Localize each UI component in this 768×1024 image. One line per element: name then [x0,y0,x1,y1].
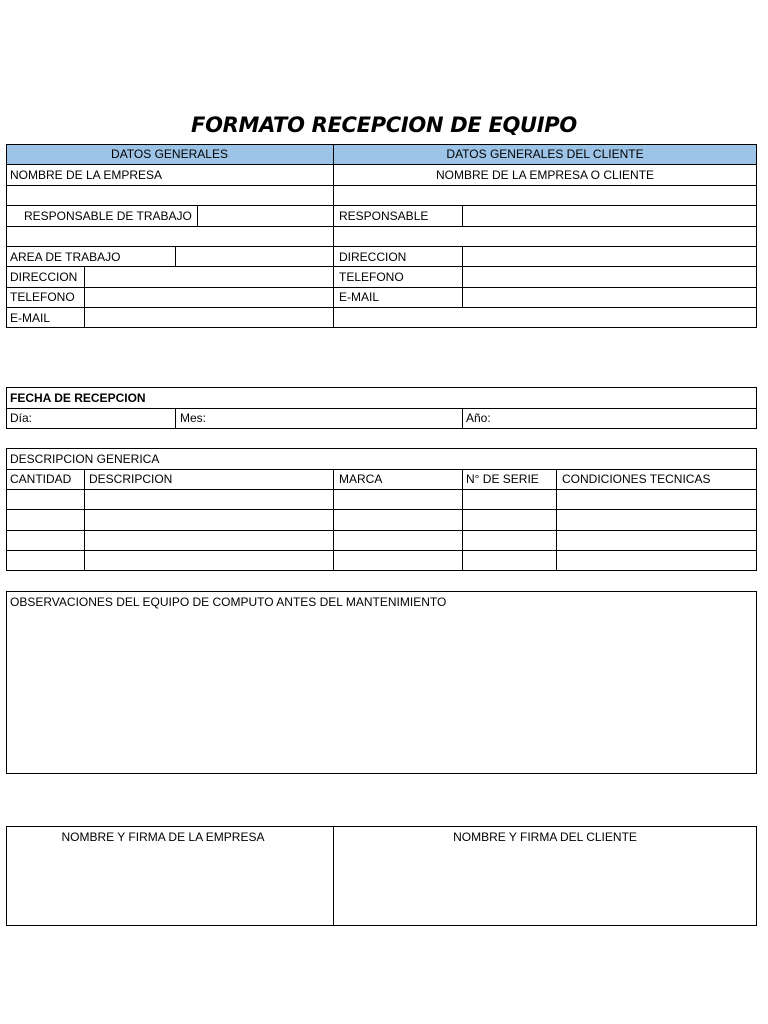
generic-description-label: DESCRIPCION GENERICA [10,452,160,466]
address-label: DIRECCION [10,270,78,284]
address-field[interactable] [85,267,333,287]
phone-field[interactable] [85,288,333,307]
client-email-label: E-MAIL [339,290,380,304]
column-header-serial: N° DE SERIE [466,472,539,486]
day-field[interactable] [40,409,175,428]
observations-label: OBSERVACIONES DEL EQUIPO DE COMPUTO ANTES DEL MANTENIMIENTO [10,595,447,609]
client-signature-label: NOMBRE Y FIRMA DEL CLIENTE [453,830,637,844]
observations-box[interactable] [6,591,757,774]
email-label: E-MAIL [10,311,51,325]
row-line [6,469,757,470]
day-label: Día: [10,411,33,425]
work-area-field[interactable] [176,247,333,266]
client-address-field[interactable] [463,247,756,266]
client-signature-field[interactable] [334,850,756,925]
email-field[interactable] [85,308,333,328]
client-company-field[interactable] [334,186,756,205]
year-label: Año: [466,411,491,425]
company-signature-label: NOMBRE Y FIRMA DE LA EMPRESA [61,830,265,844]
reception-date-label: FECHA DE RECEPCION [10,391,146,405]
table-row[interactable] [7,510,756,530]
client-responsible-field[interactable] [463,206,756,226]
cell-divider [175,408,176,429]
cell-divider [462,408,463,429]
client-email-field[interactable] [463,288,756,307]
column-header-technical-conditions: CONDICIONES TECNICAS [562,472,711,486]
table-row[interactable] [7,531,756,550]
client-phone-label: TELEFONO [339,270,404,284]
phone-label: TELEFONO [10,290,75,304]
work-responsible-field[interactable] [198,206,333,226]
column-header-description: DESCRIPCION [89,472,173,486]
general-header-label: DATOS GENERALES [111,147,228,161]
blank-field[interactable] [7,227,333,246]
company-signature-field[interactable] [7,850,333,925]
month-field[interactable] [212,409,462,428]
column-header-quantity: CANTIDAD [10,472,72,486]
work-area-label: AREA DE TRABAJO [10,250,121,264]
table-row[interactable] [7,490,756,509]
client-header-label: DATOS GENERALES DEL CLIENTE [446,147,644,161]
client-address-label: DIRECCION [339,250,407,264]
year-field[interactable] [498,409,756,428]
work-responsible-label: RESPONSABLE DE TRABAJO [24,209,192,223]
month-label: Mes: [180,411,207,425]
client-responsible-label: RESPONSABLE [339,209,429,223]
client-company-label: NOMBRE DE LA EMPRESA O CLIENTE [435,168,655,182]
row-line [6,164,757,165]
column-header-brand: MARCA [339,472,383,486]
company-name-field[interactable] [7,186,333,205]
table-row[interactable] [7,551,756,570]
page-title: FORMATO RECEPCION DE EQUIPO [191,113,577,137]
client-phone-field[interactable] [463,267,756,287]
company-name-label: NOMBRE DE LA EMPRESA [10,168,163,182]
